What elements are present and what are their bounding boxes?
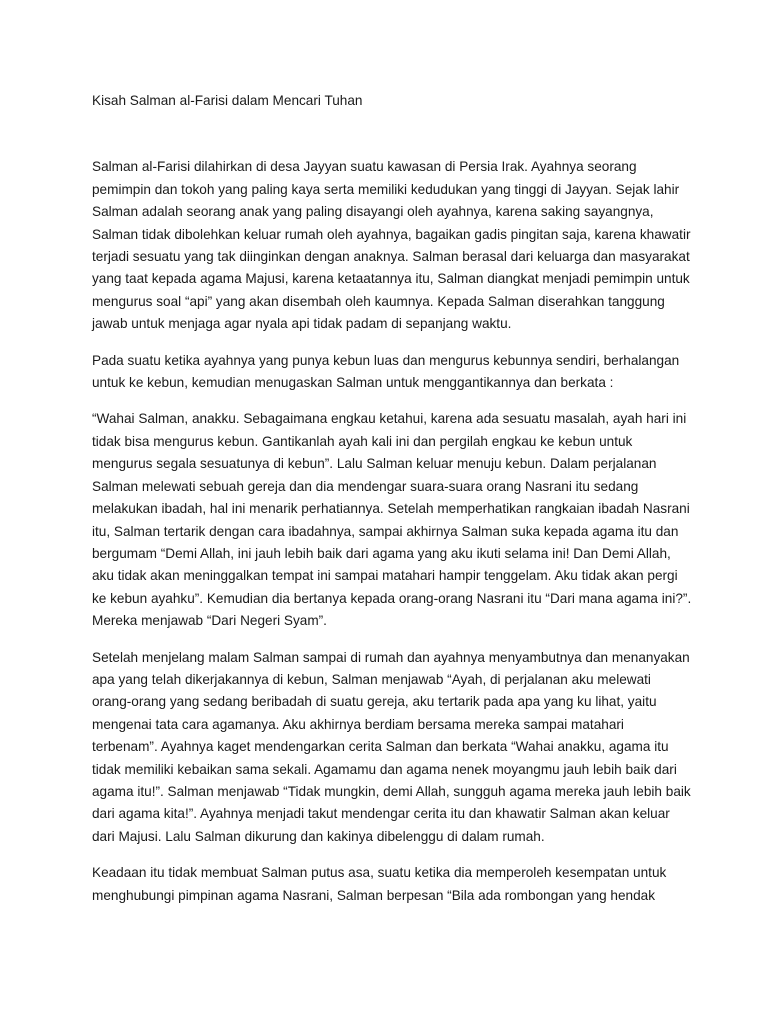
document-body <box>92 90 692 907</box>
document-title: Kisah Salman al-Farisi dalam Mencari Tuhan <box>92 93 363 108</box>
paragraph-3: “Wahai Salman, anakku. Sebagaimana engkau ketahui, karena ada sesuatu masalah, ayah hari ini tidak bisa mengurus kebun. Gantikanlah ayah kali ini dan pergilah engkau ke kebun untuk mengurus segala sesuatunya di kebun”. Lalu Salman keluar menuju kebun. Dalam perjalanan Salman melewati sebuah gereja dan dia mendengar suara-suara orang Nasrani itu sedang melakukan ibadah, hal ini menarik perhatiannya. Setelah memperhatikan rangkaian ibadah Nasrani itu, Salman tertarik dengan cara ibadahnya, sampai akhirnya Salman suka kepada agama itu dan bergumam “Demi Allah, ini jauh lebih baik dari agama yang aku ikuti selama ini! Dan Demi Allah, aku tidak akan meninggalkan tempat ini sampai matahari hampir tenggelam. Aku tidak akan pergi ke kebun ayahku”. Kemudian dia bertanya kepada orang-orang Nasrani itu “Dari mana agama ini?”. Mereka menjawab “Dari Negeri Syam”. <box>92 411 692 629</box>
paragraph-1: Salman al-Farisi dilahirkan di desa Jayyan suatu kawasan di Persia Irak. Ayahnya seorang pemimpin dan tokoh yang paling kaya serta memiliki kedudukan yang tinggi di Jayyan. Sejak lahir Salman adalah seorang anak yang paling disayangi oleh ayahnya, karena saking sayangnya, Salman tidak dibolehkan keluar rumah oleh ayahnya, bagaikan gadis pingitan saja, karena khawatir terjadi sesuatu yang tak diinginkan dengan anaknya. Salman berasal dari keluarga dan masyarakat yang taat kepada agama Majusi, karena ketaatannya itu, Salman diangkat menjadi pemimpin untuk mengurus soal “api” yang akan disembah oleh kaumnya. Kepada Salman diserahkan tanggung jawab untuk menjaga agar nyala api tidak padam di sepanjang waktu. <box>92 159 691 332</box>
paragraph-5: Keadaan itu tidak membuat Salman putus asa, suatu ketika dia memperoleh kesempatan untuk menghubungi pimpinan agama Nasrani, Salman berpesan “Bila ada rombongan yang hendak <box>92 865 667 903</box>
paragraph-2: Pada suatu ketika ayahnya yang punya kebun luas dan mengurus kebunnya sendiri, berhalangan untuk ke kebun, kemudian menugaskan Salman untuk menggantikannya dan berkata : <box>92 352 680 391</box>
paragraph-4: Setelah menjelang malam Salman sampai di rumah dan ayahnya menyambutnya dan menanyakan apa yang telah dikerjakannya di kebun, Salman menjawab “Ayah, di perjalanan aku melewati orang-orang yang sedang beribadah di suatu gereja, aku tertarik pada apa yang ku lihat, yaitu mengenai tata cara agamanya. Aku akhirnya berdiam bersama mereka sampai matahari terbenam”. Ayahnya kaget mendengarkan cerita Salman dan berkata “Wahai anakku, agama itu tidak memiliki kebaikan sama sekali. Agamamu dan agama nenek moyangmu jauh lebih baik dari agama itu!”. Salman menjawab “Tidak mungkin, demi Allah, sungguh agama mereka jauh lebih baik dari agama kita!”. Ayahnya menjadi takut mendengar cerita itu dan khawatir Salman akan keluar dari Majusi. Lalu Salman dikurung dan kakinya dibelenggu di dalam rumah. <box>92 649 691 844</box>
